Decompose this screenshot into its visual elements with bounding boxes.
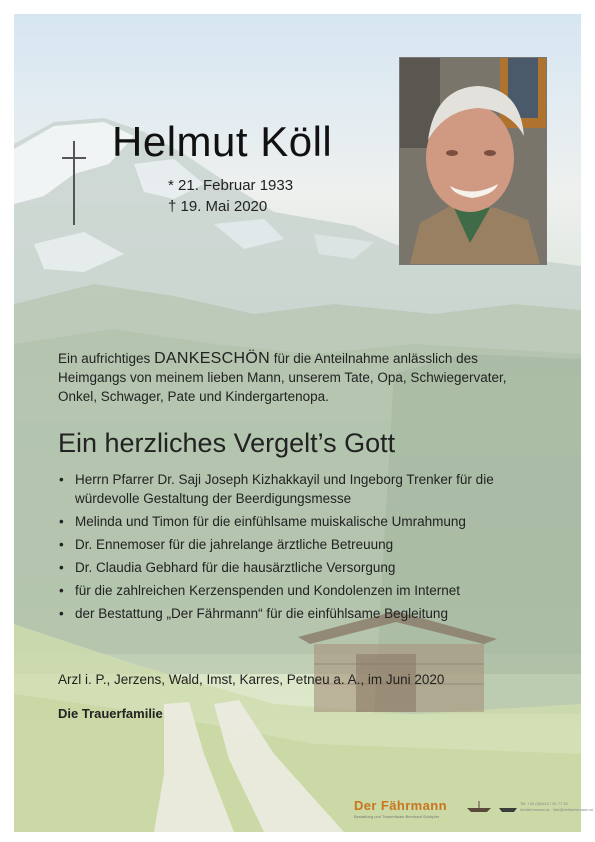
thank-you-intro bbox=[58, 349, 528, 406]
cross-icon bbox=[73, 141, 75, 225]
cross-icon-bar bbox=[62, 157, 86, 159]
portrait-illustration bbox=[400, 58, 546, 264]
list-item: • Dr. Ennemoser für die jahrelange ärztliche Betreuung bbox=[58, 535, 508, 554]
life-dates bbox=[168, 175, 293, 217]
contact-line: derfaehrmann.at · info@derfaehrmann.at bbox=[520, 807, 593, 812]
intro-rest: für die Anteilnahme anlässlich des Heimgangs von meinem lieben Mann, unserem Tate, Opa, Schwiegervater, Onkel, Schwager, Pate und Kindergartenopa. bbox=[58, 351, 507, 404]
funeral-home-logo bbox=[352, 798, 593, 822]
list-item: • Melinda und Timon für die einfühlsame muiskalische Umrahmung bbox=[58, 512, 508, 531]
birth-date: * 21. Februar 1933 bbox=[168, 177, 294, 194]
portrait-photo bbox=[399, 57, 547, 265]
contact-line: Tel. +43 (0)5412 / 61 77 62 bbox=[520, 801, 568, 806]
deceased-name: Helmut Köll bbox=[112, 118, 333, 165]
list-item: • der Bestattung „Der Fährmann“ für die einfühlsame Begleitung bbox=[58, 604, 508, 623]
funeral-home-name: Der Fährmann bbox=[354, 798, 447, 813]
signature: Die Trauerfamilie bbox=[58, 706, 163, 721]
death-date: † 19. Mai 2020 bbox=[168, 198, 268, 215]
list-item: • für die zahlreichen Kerzenspenden und Kondolenzen im Internet bbox=[58, 581, 508, 600]
list-item: • Herrn Pfarrer Dr. Saji Joseph Kizhakkayil und Ingeborg Trenker für die würdevolle Gestaltung der Beerdigungsmesse bbox=[58, 470, 508, 508]
thanks-list bbox=[58, 470, 508, 627]
funeral-home-contact bbox=[520, 801, 593, 813]
intro-emphasis: DANKESCHÖN bbox=[154, 350, 270, 367]
list-item: • Dr. Claudia Gebhard für die hausärztliche Versorgung bbox=[58, 558, 508, 577]
section-heading: Ein herzliches Vergelt’s Gott bbox=[58, 428, 396, 458]
intro-lead: Ein aufrichtiges bbox=[58, 351, 155, 366]
boat-icon bbox=[466, 800, 492, 814]
funeral-home-tagline: Bestattung und Trauerrituale Bernhard Schöpfer bbox=[354, 814, 440, 819]
small-boat-icon bbox=[498, 804, 518, 814]
place-date: Arzl i. P., Jerzens, Wald, Imst, Karres, Petneu a. A., im Juni 2020 bbox=[58, 672, 445, 687]
